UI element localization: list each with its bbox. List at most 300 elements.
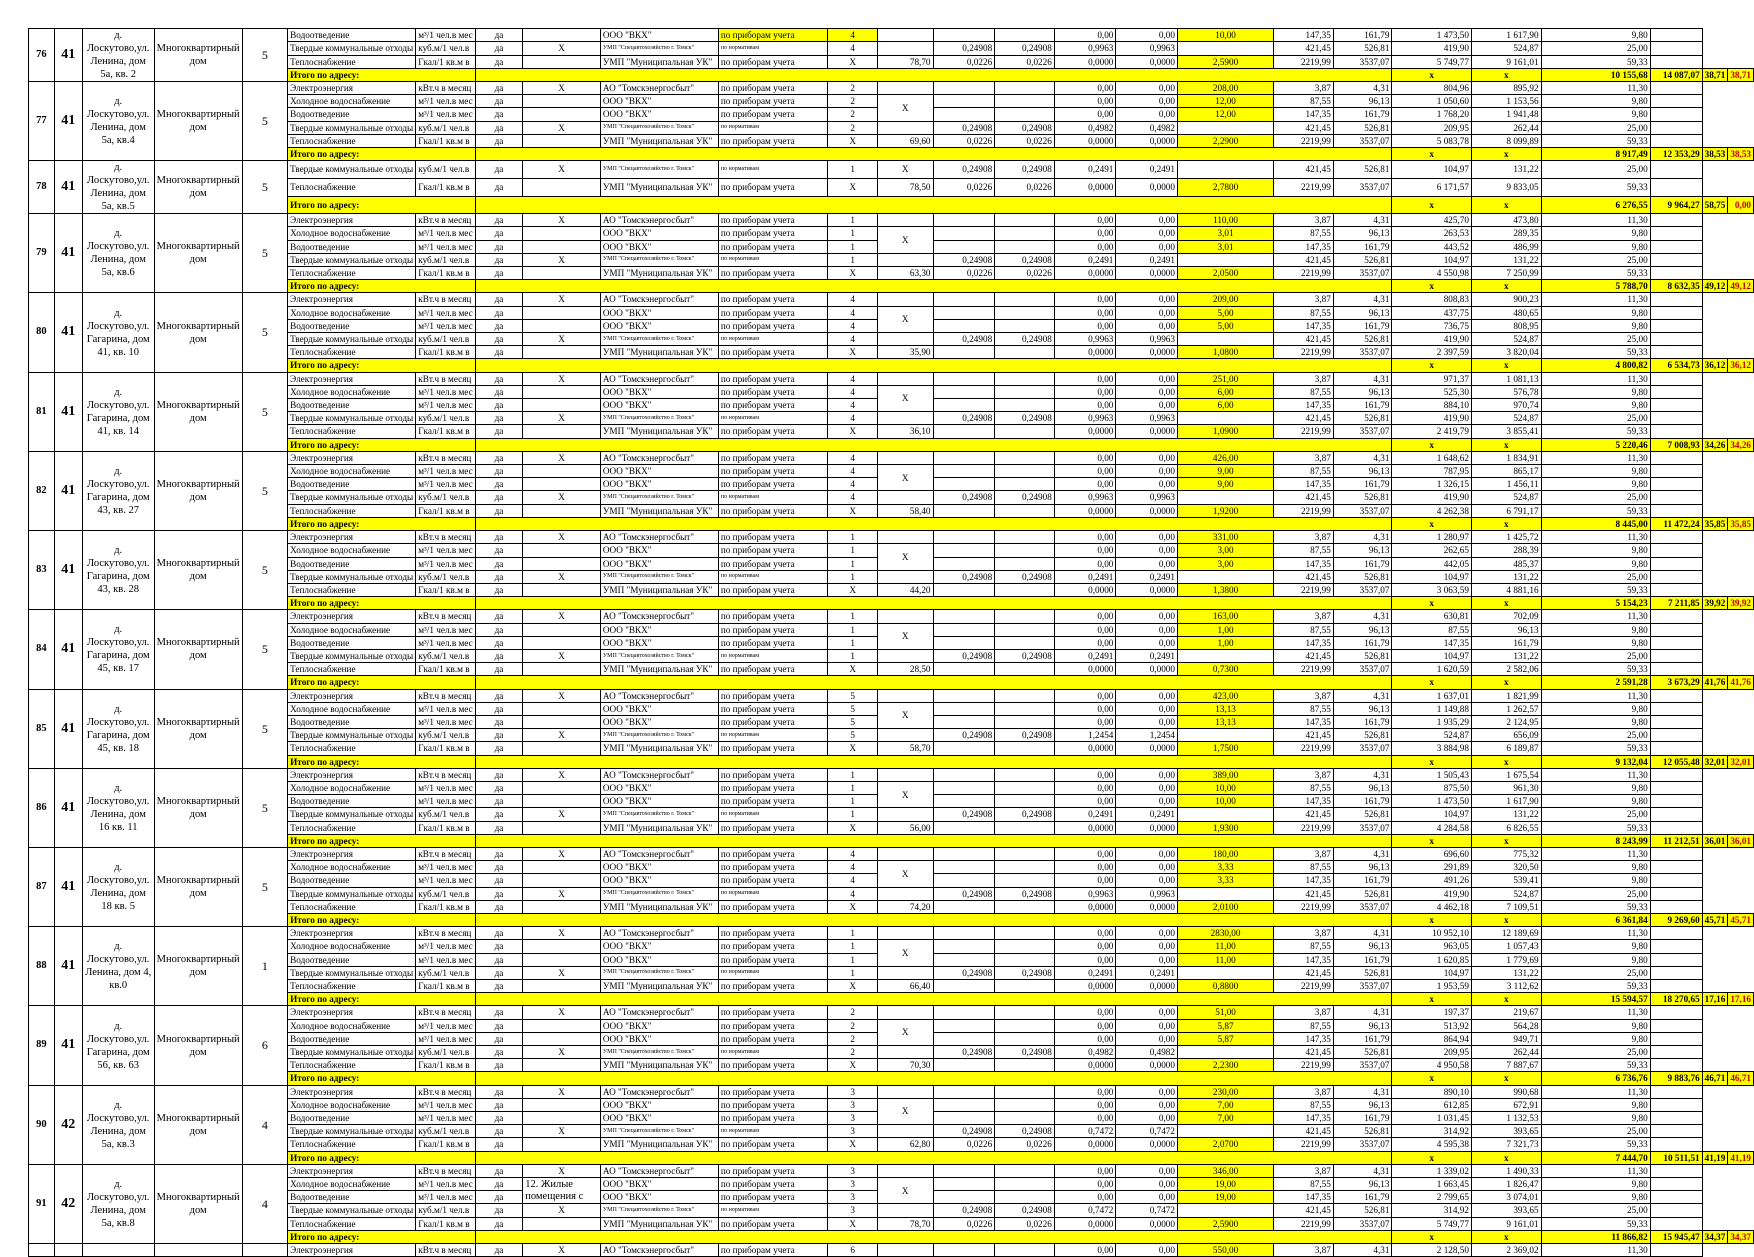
tariff-2: 526,81 <box>1333 161 1392 179</box>
amount-1: 147,35 <box>1392 636 1471 649</box>
norm-4: 0,00 <box>1116 1019 1178 1032</box>
percent: 25,00 <box>1541 808 1650 821</box>
cross-mark: X <box>523 253 601 266</box>
tariff-1: 421,45 <box>1274 253 1334 266</box>
norm-3: 0,0000 <box>1054 267 1116 280</box>
norm-2 <box>995 742 1055 755</box>
total-x: x <box>1392 1230 1471 1243</box>
amount-1: 5 749,77 <box>1392 1217 1471 1230</box>
calc-method: по приборам учета <box>718 29 828 42</box>
resident-count: 4 <box>828 874 877 887</box>
flag-yes: да <box>475 1191 523 1204</box>
norm-4: 0,4982 <box>1116 121 1178 134</box>
resident-count: X <box>828 55 877 68</box>
red-col <box>1650 953 1702 966</box>
amount-2: 1 490,33 <box>1471 1164 1541 1177</box>
red-col <box>1650 649 1702 662</box>
flag-yes: да <box>475 583 523 596</box>
tariff-1: 421,45 <box>1274 1046 1334 1059</box>
norm-4: 0,00 <box>1116 715 1178 728</box>
norm-4: 0,00 <box>1116 1098 1178 1111</box>
tariff-1: 87,55 <box>1274 940 1334 953</box>
total-x: x <box>1471 755 1541 768</box>
norm-2 <box>995 1244 1055 1257</box>
norm-4: 0,00 <box>1116 319 1178 332</box>
tariff-1: 87,55 <box>1274 544 1334 557</box>
volume: 13,13 <box>1177 702 1273 715</box>
volume: 2,2300 <box>1177 1059 1273 1072</box>
area: 78,70 <box>877 1217 933 1230</box>
norm-2: 0,24908 <box>995 253 1055 266</box>
tariff-1: 87,55 <box>1274 1019 1334 1032</box>
unit: куб.м/1 чел.в <box>416 649 475 662</box>
amount-1: 419,90 <box>1392 42 1471 55</box>
dwelling-type: Многоквартирный дом <box>154 927 242 1006</box>
red-col <box>1650 451 1702 464</box>
people-count: 5 <box>242 372 288 451</box>
volume <box>1177 1204 1273 1217</box>
resident-count: X <box>828 178 877 196</box>
cross-mark <box>523 178 601 196</box>
norm-2 <box>995 861 1055 874</box>
total-x: x <box>1471 280 1541 293</box>
percent: 59,33 <box>1541 663 1650 676</box>
norm-2 <box>995 95 1055 108</box>
cross-mark <box>523 478 601 491</box>
resident-count: 2 <box>828 108 877 121</box>
utility-name: Водоотведение <box>288 1191 416 1204</box>
unit: м³/1 чел.в мес <box>416 1178 475 1191</box>
cross-mark <box>523 95 601 108</box>
tariff-2: 526,81 <box>1333 121 1392 134</box>
norm-4: 0,00 <box>1116 557 1178 570</box>
total-x: x <box>1471 1230 1541 1243</box>
utility-name: Водоотведение <box>288 557 416 570</box>
norm-2 <box>995 346 1055 359</box>
percent: 25,00 <box>1541 570 1650 583</box>
flag-yes: да <box>475 121 523 134</box>
norm-3: 0,0000 <box>1054 1138 1116 1151</box>
flag-yes: да <box>475 953 523 966</box>
calc-method: по приборам учета <box>718 1019 828 1032</box>
utility-row <box>29 649 1754 662</box>
calc-method: по приборам учета <box>718 715 828 728</box>
cross-mark: X <box>523 531 601 544</box>
amount-1: 87,55 <box>1392 623 1471 636</box>
mid-cell <box>877 1244 933 1257</box>
cross-mark: X <box>523 42 601 55</box>
flag-yes: да <box>475 531 523 544</box>
tariff-2: 526,81 <box>1333 887 1392 900</box>
area: 36,10 <box>877 425 933 438</box>
flag-yes: да <box>475 1032 523 1045</box>
empty-left <box>54 1244 82 1257</box>
flag-yes: да <box>475 425 523 438</box>
utility-name: Теплоснабжение <box>288 583 416 596</box>
norm-4: 0,00 <box>1116 465 1178 478</box>
address: д. Лоскутово,ул. Гагарина, дом 56, кв. 63 <box>82 1006 154 1085</box>
total-x: x <box>1392 676 1471 689</box>
area: 44,20 <box>877 583 933 596</box>
norm-2 <box>995 768 1055 781</box>
red-col <box>1650 253 1702 266</box>
tariff-2: 4,31 <box>1333 1244 1392 1257</box>
amount-2: 9 161,01 <box>1471 1217 1541 1230</box>
resident-count: 6 <box>828 1244 877 1257</box>
unit: куб.м/1 чел.в <box>416 729 475 742</box>
tariff-2: 3537,07 <box>1333 583 1392 596</box>
red-col <box>1650 1032 1702 1045</box>
unit: Гкал/1 кв.м в <box>416 346 475 359</box>
supplier: УМП "Муниципальная УК" <box>600 504 718 517</box>
norm-2: 0,0226 <box>995 1217 1055 1230</box>
resident-count: 1 <box>828 544 877 557</box>
people-count: 5 <box>242 451 288 530</box>
address: д. Лоскутово,ул. Ленина, дом 5а, кв.5 <box>82 161 154 214</box>
tariff-1: 3,87 <box>1274 689 1334 702</box>
amount-1: 696,60 <box>1392 847 1471 860</box>
norm-2: 0,24908 <box>995 966 1055 979</box>
amount-1: 4 262,38 <box>1392 504 1471 517</box>
unit: м³/1 чел.в мес <box>416 874 475 887</box>
volume: 1,9300 <box>1177 821 1273 834</box>
volume <box>1177 1046 1273 1059</box>
calc-method: по приборам учета <box>718 372 828 385</box>
people-count: 5 <box>242 847 288 926</box>
volume: 13,13 <box>1177 715 1273 728</box>
total-x: x <box>1471 196 1541 214</box>
unit: Гкал/1 кв.м в <box>416 504 475 517</box>
amount-1: 1 339,02 <box>1392 1164 1471 1177</box>
utility-row <box>29 1059 1754 1072</box>
total-x: x <box>1471 834 1541 847</box>
amount-1: 1 326,15 <box>1392 478 1471 491</box>
supplier: УМП "Муниципальная УК" <box>600 178 718 196</box>
percent: 25,00 <box>1541 1046 1650 1059</box>
address: д. Лоскутово,ул. Ленина, дом 5а, кв.3 <box>82 1085 154 1164</box>
flag-yes: да <box>475 1164 523 1177</box>
calc-method: по приборам учета <box>718 178 828 196</box>
norm-1 <box>933 425 995 438</box>
cross-mark <box>523 781 601 794</box>
tariff-2: 526,81 <box>1333 808 1392 821</box>
tariff-2: 526,81 <box>1333 1204 1392 1217</box>
resident-count: 1 <box>828 161 877 179</box>
total-fill <box>475 359 1392 372</box>
percent: 25,00 <box>1541 253 1650 266</box>
utility-row <box>29 702 1754 715</box>
norm-4: 0,00 <box>1116 702 1178 715</box>
amount-2: 2 582,06 <box>1471 663 1541 676</box>
address: д. Лоскутово,ул. Гагарина, дом 45, кв. 18 <box>82 689 154 768</box>
utility-name: Твердые коммунальные отходы <box>288 729 416 742</box>
cross-mark: X <box>523 1046 601 1059</box>
amount-1: 104,97 <box>1392 808 1471 821</box>
people-count: 1 <box>242 927 288 1006</box>
people-count: 5 <box>242 161 288 214</box>
utility-name: Твердые коммунальные отходы <box>288 649 416 662</box>
norm-4: 0,00 <box>1116 108 1178 121</box>
calc-method: по приборам учета <box>718 610 828 623</box>
flag-yes: да <box>475 134 523 147</box>
resident-count: 4 <box>828 306 877 319</box>
norm-3: 0,0000 <box>1054 1217 1116 1230</box>
norm-1 <box>933 715 995 728</box>
group-number: 41 <box>54 1006 82 1085</box>
resident-count: 4 <box>828 319 877 332</box>
red-col <box>1650 1098 1702 1111</box>
mid-cell <box>877 729 933 742</box>
utility-row <box>29 1019 1754 1032</box>
amount-1: 4 462,18 <box>1392 900 1471 913</box>
calc-method: по приборам учета <box>718 980 828 993</box>
norm-1 <box>933 636 995 649</box>
norm-4: 0,00 <box>1116 1006 1178 1019</box>
flag-yes: да <box>475 980 523 993</box>
amount-1: 525,30 <box>1392 385 1471 398</box>
resident-count: X <box>828 821 877 834</box>
area: 35,90 <box>877 346 933 359</box>
amount-1: 890,10 <box>1392 1085 1471 1098</box>
tariff-1: 421,45 <box>1274 808 1334 821</box>
utility-row <box>29 966 1754 979</box>
volume <box>1177 649 1273 662</box>
group-number: 41 <box>54 29 82 82</box>
percent: 9,80 <box>1541 1112 1650 1125</box>
norm-1: 0,0226 <box>933 267 995 280</box>
calc-method: по приборам учета <box>718 689 828 702</box>
percent: 25,00 <box>1541 121 1650 134</box>
utility-row <box>29 412 1754 425</box>
volume: 6,00 <box>1177 385 1273 398</box>
tariff-1: 3,87 <box>1274 214 1334 227</box>
address: д. Лоскутово,ул. Гагарина, дом 45, кв. 17 <box>82 610 154 689</box>
utility-name: Твердые коммунальные отходы <box>288 412 416 425</box>
amount-2: 524,87 <box>1471 333 1541 346</box>
percent: 25,00 <box>1541 966 1650 979</box>
total-x: x <box>1471 597 1541 610</box>
utility-row <box>29 491 1754 504</box>
total-x: x <box>1471 993 1541 1006</box>
volume: 0,8800 <box>1177 980 1273 993</box>
people-count: 5 <box>242 214 288 293</box>
amount-1: 787,95 <box>1392 465 1471 478</box>
norm-4: 0,0000 <box>1116 1217 1178 1230</box>
norm-3: 0,00 <box>1054 29 1116 42</box>
cross-mark <box>523 1112 601 1125</box>
amount-2: 9 161,01 <box>1471 55 1541 68</box>
calc-method: по приборам учета <box>718 1059 828 1072</box>
utility-row <box>29 293 1754 306</box>
dwelling-type: Многоквартирный дом <box>154 293 242 372</box>
norm-4: 0,00 <box>1116 95 1178 108</box>
utility-name: Водоотведение <box>288 636 416 649</box>
amount-2: 480,65 <box>1471 306 1541 319</box>
total-amount-1: 6 736,76 <box>1541 1072 1650 1085</box>
norm-1: 0,24908 <box>933 887 995 900</box>
total-result: 41,76 <box>1728 676 1754 689</box>
norm-1: 0,0226 <box>933 134 995 147</box>
total-label: Итого по адресу: <box>288 1072 476 1085</box>
flag-yes: да <box>475 253 523 266</box>
cross-mark: X <box>877 1019 933 1045</box>
unit: м³/1 чел.в мес <box>416 465 475 478</box>
calc-method: по нормативам <box>718 412 828 425</box>
norm-1 <box>933 927 995 940</box>
amount-1: 104,97 <box>1392 161 1471 179</box>
resident-count: X <box>828 742 877 755</box>
norm-3: 0,00 <box>1054 240 1116 253</box>
amount-1: 419,90 <box>1392 412 1471 425</box>
norm-4: 0,00 <box>1116 927 1178 940</box>
resident-count: 2 <box>828 1046 877 1059</box>
norm-2 <box>995 504 1055 517</box>
flag-yes: да <box>475 42 523 55</box>
amount-2: 320,50 <box>1471 861 1541 874</box>
flag-yes: да <box>475 306 523 319</box>
amount-1: 437,75 <box>1392 306 1471 319</box>
norm-3: 0,9963 <box>1054 42 1116 55</box>
total-amount-2: 8 632,35 <box>1650 280 1702 293</box>
cross-mark <box>523 399 601 412</box>
norm-2 <box>995 227 1055 240</box>
supplier: УМП "Спецавтохозяйство г. Томск" <box>600 333 718 346</box>
volume: 1,3800 <box>1177 583 1273 596</box>
row-number: 82 <box>29 451 55 530</box>
cross-mark <box>523 267 601 280</box>
tariff-1: 2219,99 <box>1274 504 1334 517</box>
total-percent: 38,53 <box>1702 148 1728 161</box>
supplier: УМП "Спецавтохозяйство г. Томск" <box>600 570 718 583</box>
flag-yes: да <box>475 319 523 332</box>
red-col <box>1650 385 1702 398</box>
unit: кВт.ч в месяц <box>416 847 475 860</box>
utility-name: Теплоснабжение <box>288 1138 416 1151</box>
dwelling-type: Многоквартирный дом <box>154 847 242 926</box>
norm-3: 0,00 <box>1054 1006 1116 1019</box>
norm-1 <box>933 346 995 359</box>
tariff-2: 161,79 <box>1333 399 1392 412</box>
supplier: УМП "Спецавтохозяйство г. Томск" <box>600 491 718 504</box>
volume: 423,00 <box>1177 689 1273 702</box>
tariff-1: 147,35 <box>1274 240 1334 253</box>
norm-3: 0,0000 <box>1054 663 1116 676</box>
resident-count: 1 <box>828 531 877 544</box>
norm-2: 0,24908 <box>995 1204 1055 1217</box>
volume: 5,87 <box>1177 1032 1273 1045</box>
norm-4: 0,00 <box>1116 544 1178 557</box>
mid-cell <box>877 451 933 464</box>
amount-1: 209,95 <box>1392 121 1471 134</box>
amount-2: 2 369,02 <box>1471 1244 1541 1257</box>
resident-count: X <box>828 1217 877 1230</box>
people-count: 4 <box>242 1085 288 1164</box>
norm-3: 0,00 <box>1054 847 1116 860</box>
norm-2: 0,24908 <box>995 121 1055 134</box>
red-col <box>1650 333 1702 346</box>
utility-row <box>29 425 1754 438</box>
norm-1 <box>933 940 995 953</box>
calc-method: по приборам учета <box>718 425 828 438</box>
dwelling-type: Многоквартирный дом <box>154 768 242 847</box>
red-col <box>1650 82 1702 95</box>
unit: м³/1 чел.в мес <box>416 227 475 240</box>
total-label: Итого по адресу: <box>288 438 476 451</box>
unit: кВт.ч в месяц <box>416 927 475 940</box>
norm-1 <box>933 1112 995 1125</box>
cross-mark: X <box>523 333 601 346</box>
unit: кВт.ч в месяц <box>416 293 475 306</box>
supplier: УМП "Спецавтохозяйство г. Томск" <box>600 887 718 900</box>
amount-1: 2 128,50 <box>1392 1244 1471 1257</box>
area: 56,00 <box>877 821 933 834</box>
calc-method: по приборам учета <box>718 1085 828 1098</box>
amount-2: 289,35 <box>1471 227 1541 240</box>
norm-4: 0,9963 <box>1116 333 1178 346</box>
norm-1 <box>933 82 995 95</box>
red-col <box>1650 1059 1702 1072</box>
red-col <box>1650 663 1702 676</box>
amount-1: 612,85 <box>1392 1098 1471 1111</box>
tariff-1: 2219,99 <box>1274 821 1334 834</box>
total-x: x <box>1471 68 1541 81</box>
total-row <box>29 1151 1754 1164</box>
flag-yes: да <box>475 1204 523 1217</box>
total-percent: 46,71 <box>1702 1072 1728 1085</box>
norm-2 <box>995 1178 1055 1191</box>
norm-2 <box>995 927 1055 940</box>
tariff-1: 3,87 <box>1274 293 1334 306</box>
norm-4: 0,2491 <box>1116 649 1178 662</box>
flag-yes: да <box>475 333 523 346</box>
calc-method: по приборам учета <box>718 267 828 280</box>
mid-cell <box>877 927 933 940</box>
tariff-1: 147,35 <box>1274 1112 1334 1125</box>
utility-row <box>29 861 1754 874</box>
amount-2: 6 791,17 <box>1471 504 1541 517</box>
people-count: 4 <box>242 1164 288 1243</box>
norm-3: 0,00 <box>1054 861 1116 874</box>
red-col <box>1650 478 1702 491</box>
total-label: Итого по адресу: <box>288 1230 476 1243</box>
norm-2 <box>995 557 1055 570</box>
tariff-1: 2219,99 <box>1274 583 1334 596</box>
norm-2 <box>995 1112 1055 1125</box>
norm-4: 0,00 <box>1116 29 1178 42</box>
utility-row <box>29 134 1754 147</box>
tariff-1: 147,35 <box>1274 108 1334 121</box>
norm-1 <box>933 861 995 874</box>
utility-name: Водоотведение <box>288 108 416 121</box>
cross-mark: X <box>523 82 601 95</box>
supplier: АО "Томскэнергосбыт" <box>600 689 718 702</box>
tariff-1: 421,45 <box>1274 121 1334 134</box>
supplier: ООО "ВКХ" <box>600 874 718 887</box>
flag-yes: да <box>475 95 523 108</box>
resident-count: 1 <box>828 953 877 966</box>
total-amount-1: 8 917,49 <box>1541 148 1650 161</box>
norm-1 <box>933 768 995 781</box>
norm-2 <box>995 980 1055 993</box>
total-fill <box>475 1151 1392 1164</box>
norm-1 <box>933 702 995 715</box>
norm-3: 0,00 <box>1054 465 1116 478</box>
utility-row <box>29 385 1754 398</box>
dwelling-type: Многоквартирный дом <box>154 1164 242 1243</box>
total-amount-1: 6 276,55 <box>1541 196 1650 214</box>
tariff-2: 526,81 <box>1333 253 1392 266</box>
tariff-1: 87,55 <box>1274 227 1334 240</box>
